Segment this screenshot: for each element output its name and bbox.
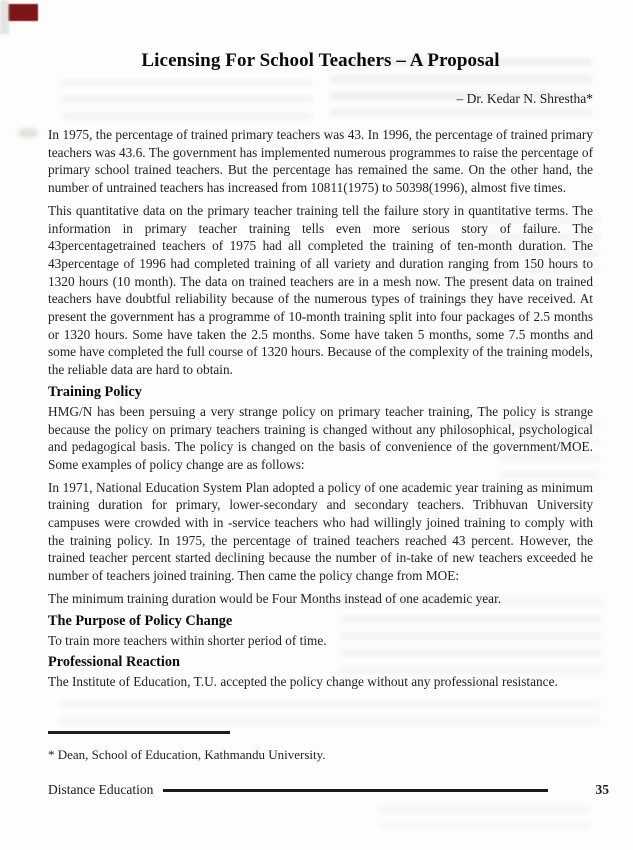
page-number: 35 [595, 782, 609, 797]
article-title: Licensing For School Teachers – A Proposal [141, 50, 500, 71]
heading-purpose-of-policy-change: The Purpose of Policy Change [48, 612, 233, 629]
paragraph-purpose: To train more teachers within shorter period of time. [48, 632, 327, 648]
footnote-author-affiliation: * Dean, School of Education, Kathmandu University. [48, 747, 326, 762]
corner-stamp [8, 4, 38, 21]
scan-smudge [0, 0, 9, 34]
paragraph-training-policy-1: HMG/N has been persuing a very strange policy on primary teacher training, The policy is strange because the policy on primary teachers training is changed without any philosophical, psychological and pedagogical basis. The policy is changed on the basis of convenience of the government/MOE. Some examples of policy change are as follows: [48, 403, 593, 472]
author-byline: – Dr. Kedar N. Shrestha* [456, 91, 593, 106]
footnote-rule [48, 731, 230, 734]
heading-professional-reaction: Professional Reaction [48, 654, 180, 671]
page-footer [48, 782, 609, 798]
paragraph-quantitative-data: This quantitative data on the primary teacher training tell the failure story in quantitative terms. The information in primary teacher training tells even more serious story of failure. The 43percentagetrained teachers of 1975 had all completed the training of ten-month duration. The 43percentage of 1996 had completed training of all variety and duration ranging from 150 hours to 1320 hours (10 month). The data on trained teachers are in a mesh now. The present data on trained teachers have doubtful reliability because of the numerous types of trainings they have received. At present the government has a programme of 10-month training split into four packages of 2.5 months or 1320 hours. Some have taken the 2.5 months. Some have taken 5 months, some 7.5 months and some have completed the full course of 1320 hours. Because of the complexity of the training models, the reliable data are hard to obtain. [48, 202, 593, 378]
heading-training-policy: Training Policy [48, 383, 142, 400]
scan-smudge [18, 128, 38, 138]
journal-name: Distance Education [48, 782, 154, 797]
footnote-block [48, 731, 593, 763]
bleed-through [60, 700, 600, 726]
paragraph-intro: In 1975, the percentage of trained primary teachers was 43. In 1996, the percentage of trained primary teachers was 43.6. The government has implemented numerous programmes to raise the percentage of primary school trained teachers. But the percentage has remained the same. On the other hand, the number of untrained teachers has increased from 10811(1975) to 50398(1996), almost five times. [48, 127, 593, 196]
paragraph-professional-reaction: The Institute of Education, T.U. accepted the policy change without any professional resistance. [48, 674, 558, 690]
article-body [48, 0, 593, 696]
paragraph-training-policy-2: In 1971, National Education System Plan adopted a policy of one academic year training as minimum training duration for primary, lower-secondary and secondary teachers. Tribhuvan University campuses were crowded with in -service teachers who had willingly joined training to comply with the training policy. In 1975, the percentage of trained teachers reached 43 percent. However, the trained teacher percent started declining because the number of in-take of new teachers exceeded he number of teachers joined training. Then came the policy change from MOE: [48, 479, 593, 584]
paragraph-minimum-duration: The minimum training duration would be Four Months instead of one academic year. [48, 590, 502, 606]
bleed-through [380, 806, 590, 828]
footer-rule [163, 789, 547, 792]
